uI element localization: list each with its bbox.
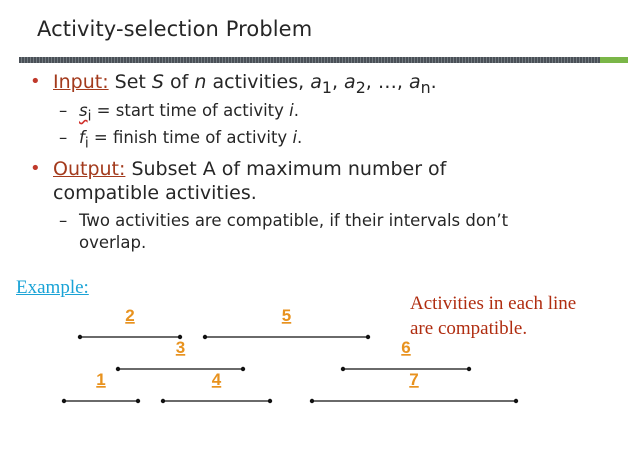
input-keyword: Input:: [53, 71, 109, 93]
activity-label-7: 7: [409, 370, 419, 389]
activity-7-end-point: [514, 399, 518, 403]
activity-5-end-point: [366, 335, 370, 339]
compatible-def-line2: overlap.: [79, 233, 147, 252]
output-sub-compatible: – Two activities are compatible, if their intervals don’t overlap.: [59, 211, 509, 252]
activity-2-start-point: [78, 335, 82, 339]
compatible-def-line1: Two activities are compatible, if their intervals don’t: [79, 211, 509, 230]
activity-6-start-point: [341, 367, 345, 371]
finish-time-def: $f_i$ = finish time of activity i.: [79, 128, 303, 152]
bullet-dot: •: [30, 71, 41, 92]
activity-7-start-point: [310, 399, 314, 403]
activity-3-end-point: [241, 367, 245, 371]
input-sub-start: – $s_i$ = start time of activity i.: [59, 101, 300, 125]
bullet-dot: •: [30, 158, 41, 179]
activity-1-end-point: [136, 399, 140, 403]
note-line2: are compatible.: [410, 318, 528, 339]
activity-6-end-point: [467, 367, 471, 371]
activity-label-1: 1: [96, 370, 106, 389]
activity-label-3: 3: [175, 338, 186, 357]
output-line2: compatible activities.: [53, 182, 257, 204]
input-sub-finish: – $f_i$ = finish time of activity i.: [59, 128, 303, 152]
activity-4-start-point: [161, 399, 165, 403]
note-line1: Activities in each line: [410, 293, 577, 314]
output-line1: Subset A of maximum number of: [131, 158, 447, 180]
activity-label-6: 6: [401, 338, 411, 357]
activity-5-start-point: [203, 335, 207, 339]
activity-label-5: 5: [281, 306, 292, 325]
activity-1-start-point: [62, 399, 66, 403]
input-text: Set S of n activities, $a_1$, $a_2$, …, $a_n$.: [114, 71, 437, 97]
example-link[interactable]: Example:: [16, 277, 89, 298]
activity-3-start-point: [116, 367, 120, 371]
slide-title: Activity-selection Problem: [37, 17, 313, 41]
activity-label-4: 4: [211, 370, 222, 389]
start-time-def: $s_i$ = start time of activity i.: [79, 101, 300, 125]
activity-4-end-point: [268, 399, 272, 403]
output-keyword: Output:: [53, 158, 126, 180]
activity-label-2: 2: [125, 306, 135, 325]
